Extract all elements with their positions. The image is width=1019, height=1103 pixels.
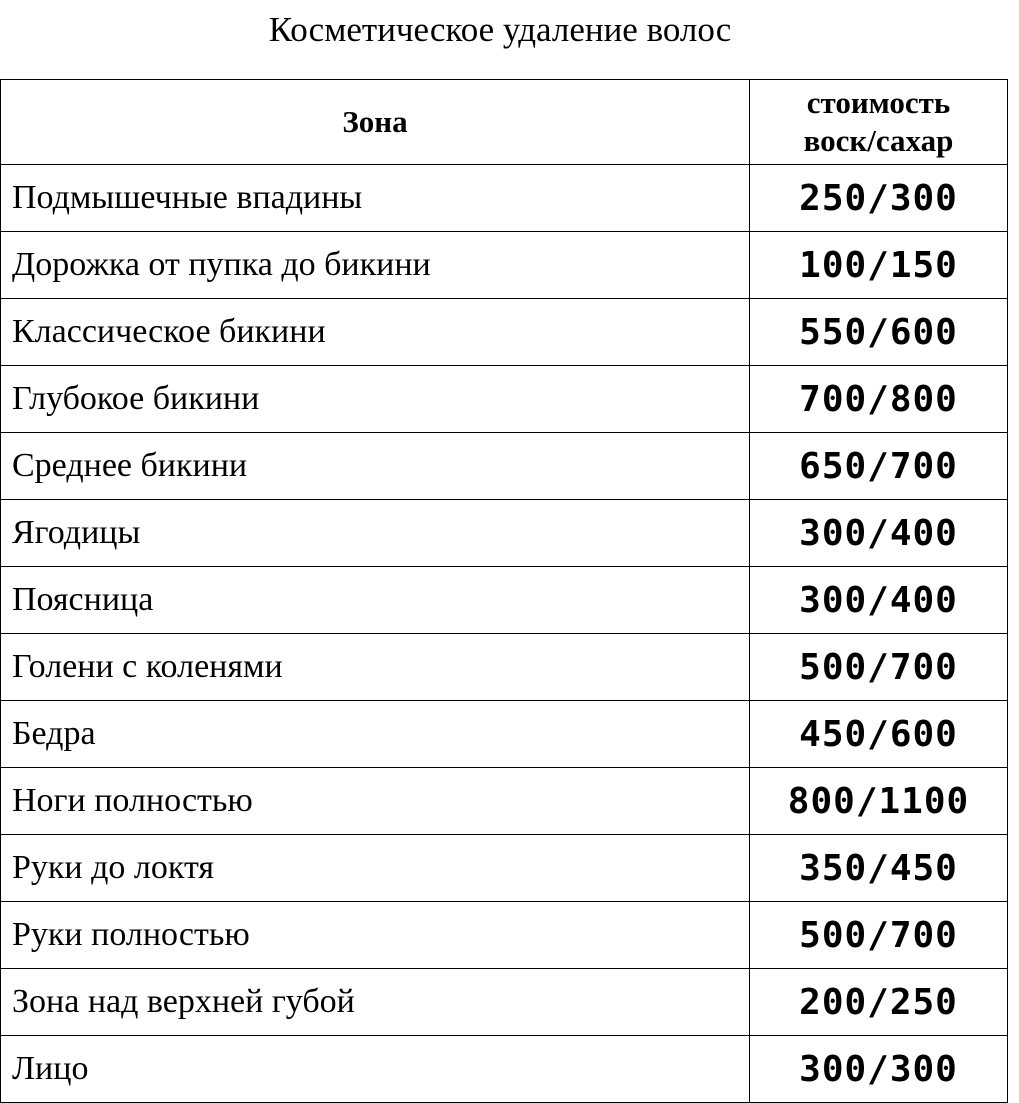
- table-row: [1, 902, 1008, 969]
- table-row: [1, 634, 1008, 701]
- zone-cell: Руки до локтя: [1, 835, 750, 902]
- zone-cell: Классическое бикини: [1, 299, 750, 366]
- price-header-line-1: стоимость: [806, 85, 951, 120]
- table-header-row: [1, 80, 1008, 165]
- price-cell: 450/600: [750, 701, 1008, 768]
- zone-cell: Ягодицы: [1, 500, 750, 567]
- price-cell: 300/400: [750, 567, 1008, 634]
- price-cell: 500/700: [750, 634, 1008, 701]
- table-row: [1, 768, 1008, 835]
- zone-cell: Лицо: [1, 1036, 750, 1103]
- table-row: [1, 299, 1008, 366]
- price-header-line-2: воск/сахар: [803, 123, 954, 158]
- zone-cell: Голени с коленями: [1, 634, 750, 701]
- price-cell: 800/1100: [750, 768, 1008, 835]
- table-row: [1, 1036, 1008, 1103]
- table-row: [1, 232, 1008, 299]
- price-cell: 250/300: [750, 165, 1008, 232]
- table-row: [1, 835, 1008, 902]
- price-table: [0, 79, 1008, 1103]
- table-row: [1, 500, 1008, 567]
- table-row: [1, 165, 1008, 232]
- zone-cell: Дорожка от пупка до бикини: [1, 232, 750, 299]
- zone-cell: Ноги полностью: [1, 768, 750, 835]
- page-title: Косметическое удаление волос: [268, 10, 732, 49]
- table-row: [1, 433, 1008, 500]
- price-cell: 100/150: [750, 232, 1008, 299]
- zone-cell: Руки полностью: [1, 902, 750, 969]
- price-cell: 350/450: [750, 835, 1008, 902]
- price-cell: 500/700: [750, 902, 1008, 969]
- zone-column-header: Зона: [1, 80, 750, 165]
- price-cell: 300/300: [750, 1036, 1008, 1103]
- price-cell: 650/700: [750, 433, 1008, 500]
- price-cell: 700/800: [750, 366, 1008, 433]
- zone-cell: Подмышечные впадины: [1, 165, 750, 232]
- zone-cell: Глубокое бикини: [1, 366, 750, 433]
- zone-cell: Бедра: [1, 701, 750, 768]
- table-row: [1, 567, 1008, 634]
- table-row: [1, 701, 1008, 768]
- price-column-header: [750, 80, 1008, 165]
- price-cell: 300/400: [750, 500, 1008, 567]
- zone-cell: Среднее бикини: [1, 433, 750, 500]
- price-cell: 200/250: [750, 969, 1008, 1036]
- price-cell: 550/600: [750, 299, 1008, 366]
- table-row: [1, 366, 1008, 433]
- zone-cell: Поясница: [1, 567, 750, 634]
- zone-cell: Зона над верхней губой: [1, 969, 750, 1036]
- table-row: [1, 969, 1008, 1036]
